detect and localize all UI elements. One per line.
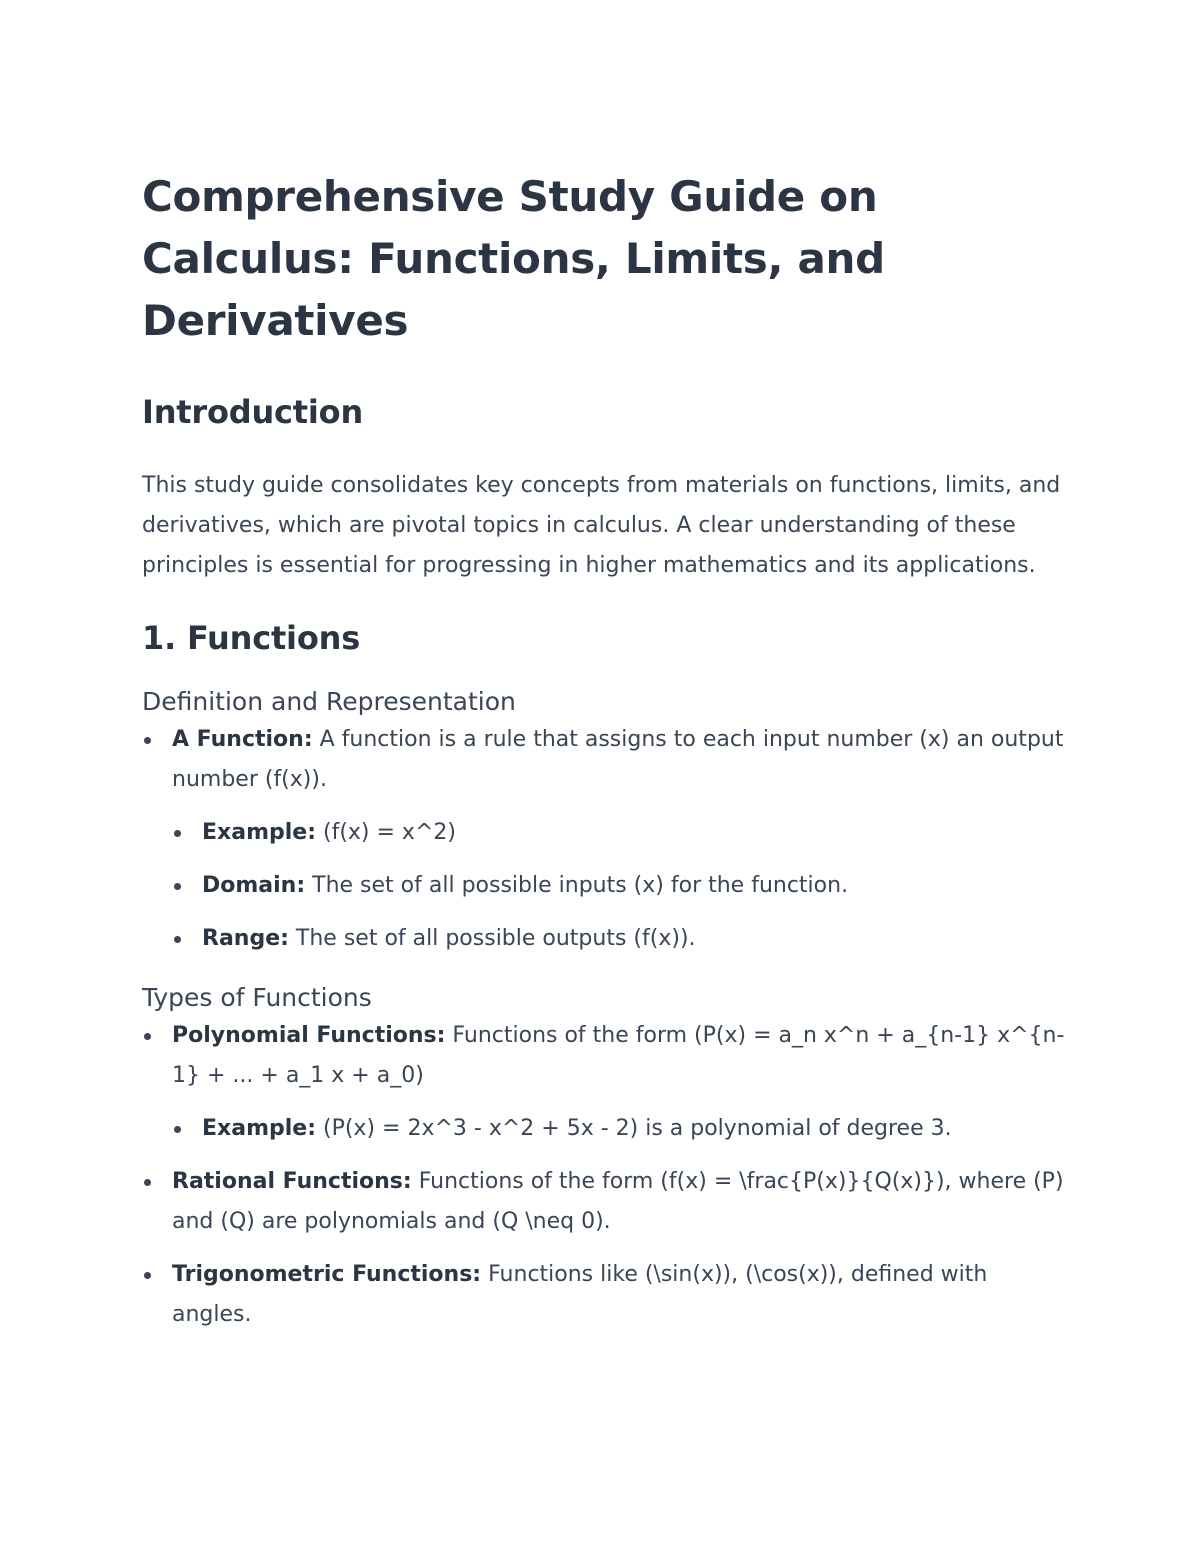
term-label: Polynomial Functions: <box>172 1023 446 1048</box>
bullet-icon <box>174 883 181 890</box>
term-text: Functions of the form (P(x) = a_n x^n + a_{n-1} x^{n-1} + ... + a_1 x + a_0) <box>172 1023 1065 1088</box>
term-text: The set of all possible inputs (x) for the function. <box>305 873 849 898</box>
list-item-polynomial <box>142 1016 1072 1149</box>
bullet-icon <box>174 1126 181 1133</box>
document-page <box>142 166 1072 1335</box>
term-text: (f(x) = x^2) <box>316 820 456 845</box>
term-text: The set of all possible outputs (f(x)). <box>288 926 696 951</box>
term-label: Rational Functions: <box>172 1169 412 1194</box>
term-label: Range: <box>202 926 289 951</box>
types-list <box>142 1016 1072 1335</box>
term-label: A Function: <box>172 727 313 752</box>
definition-list <box>142 720 1072 959</box>
definition-heading: Definition and Representation <box>142 687 516 716</box>
bullet-icon <box>144 1272 151 1279</box>
term-label: Trigonometric Functions: <box>172 1262 482 1287</box>
term-text: A function is a rule that assigns to each input number (x) an output number (f(x)). <box>172 727 1064 792</box>
term-text: Functions of the form (f(x) = \frac{P(x)}{Q(x)}), where (P) and (Q) are polynomials and (Q \neq 0). <box>172 1169 1064 1234</box>
polynomial-sublist <box>172 1109 1072 1149</box>
bullet-icon <box>144 1179 151 1186</box>
list-item-domain <box>172 866 1072 906</box>
term-label: Domain: <box>202 873 306 898</box>
introduction-paragraph: This study guide consolidates key concepts from materials on functions, limits, and derivatives, which are pivotal topics in calculus. A clear understanding of these principles is essential for progressing in higher mathematics and its applications. <box>142 473 1061 578</box>
term-label: Example: <box>202 820 316 845</box>
types-heading: Types of Functions <box>142 983 372 1012</box>
list-item-range <box>172 919 1072 959</box>
list-item-function <box>142 720 1072 959</box>
document-title: Comprehensive Study Guide on Calculus: Functions, Limits, and Derivatives <box>142 172 885 345</box>
term-label: Example: <box>202 1116 316 1141</box>
term-text: Functions like (\sin(x)), (\cos(x)), defined with angles. <box>172 1262 988 1327</box>
list-item-trigonometric <box>142 1255 1072 1335</box>
functions-heading: 1. Functions <box>142 619 361 657</box>
list-item-rational <box>142 1162 1072 1242</box>
term-text: (P(x) = 2x^3 - x^2 + 5x - 2) is a polynomial of degree 3. <box>316 1116 952 1141</box>
bullet-icon <box>174 830 181 837</box>
introduction-heading: Introduction <box>142 393 364 431</box>
bullet-icon <box>144 1033 151 1040</box>
list-item-polynomial-example <box>172 1109 1072 1149</box>
bullet-icon <box>174 936 181 943</box>
bullet-icon <box>144 737 151 744</box>
list-item-example <box>172 813 1072 853</box>
definition-sublist <box>172 813 1072 959</box>
